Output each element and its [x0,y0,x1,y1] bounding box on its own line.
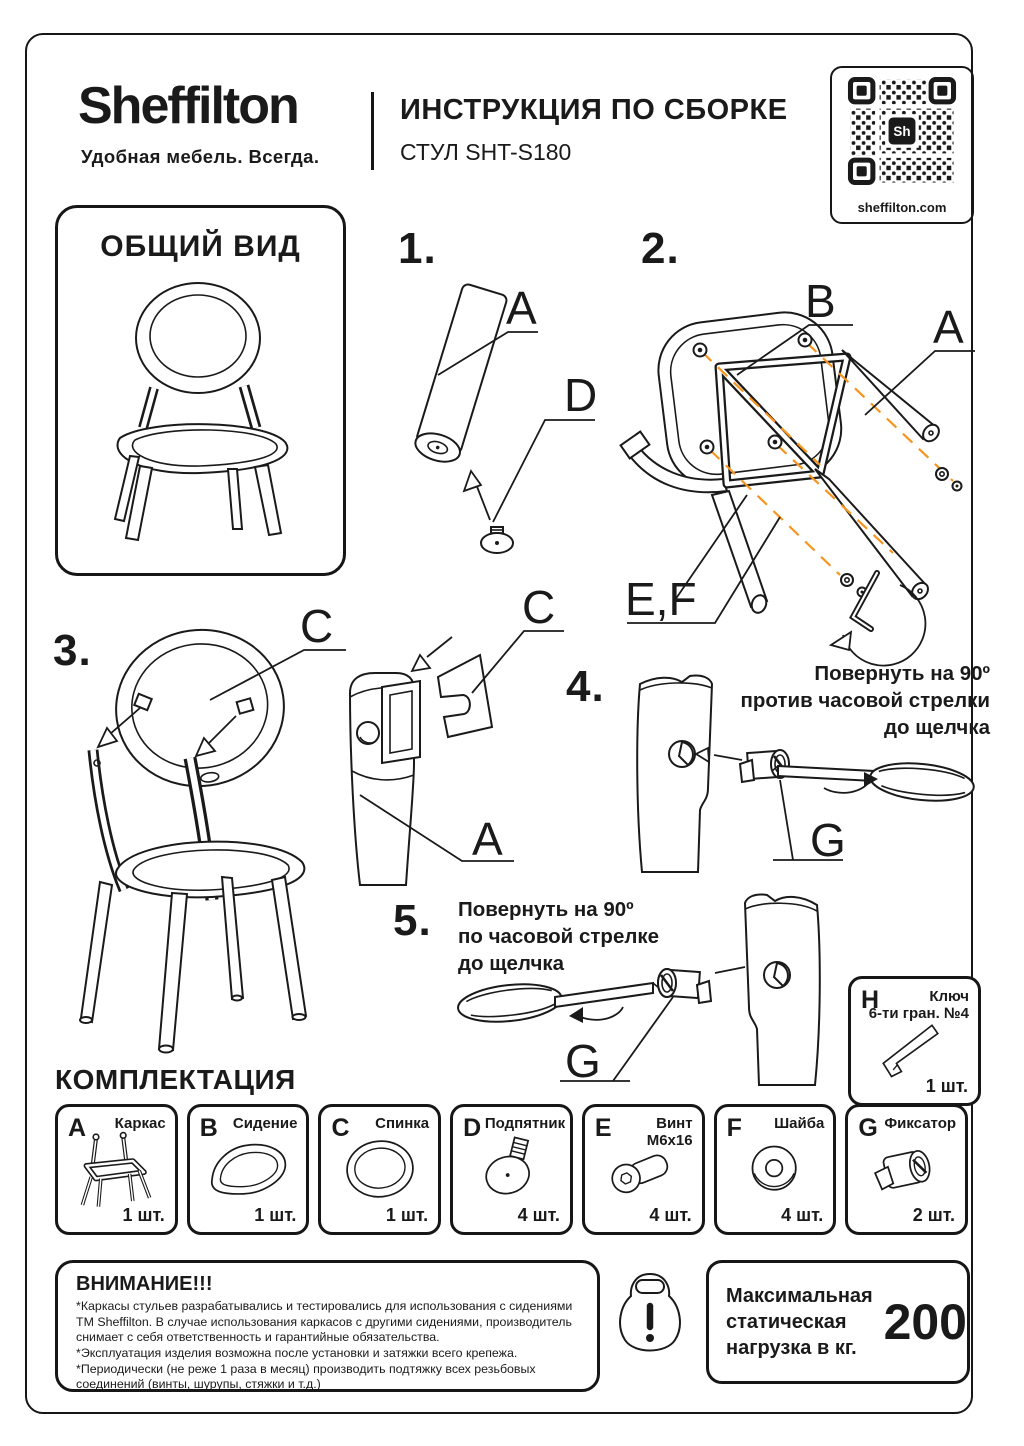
header-divider [371,92,374,170]
svg-text:E,F: E,F [625,573,697,625]
part-box-washer: F Шайба 4 шт. [714,1104,837,1235]
backrest-mount-detail [330,581,570,905]
general-view-box [55,205,346,576]
tool-code: H [861,986,880,1014]
svg-text:A: A [472,813,503,865]
kettlebell-icon [610,1264,690,1362]
step3-number: 3. [53,626,92,675]
step2-number: 2. [641,224,680,273]
svg-text:G: G [810,814,846,866]
max-load-box [706,1260,970,1384]
chair-overview-illustration [80,270,320,555]
svg-text:C: C [522,581,556,633]
kit-title: КОМПЛЕКТАЦИЯ [55,1064,296,1095]
parts-row [55,1104,968,1235]
svg-text:A: A [933,301,964,353]
svg-text:Sh: Sh [893,124,911,140]
qr-code-box [830,66,974,224]
svg-text:B: B [805,275,836,327]
step3-illustration [60,600,350,1070]
warning-text: *Каркасы стульев разрабатывались и тестировались для использования с сидениями ТМ Sheffilton. В случае использования каркасов с другими сидениями, производитель снимает с себя ответственность и гарантийные обязательства. *Эксплуатация изделия возможна после установки и затяжки всего крепежа. *Периодически (не реже 1 раза в месяц) производить подтяжку всех резьбовых соединений (винты, шурупы, стяжки и т.д.) [76,1299,573,1392]
step4-note: Повернуть на 90º против часовой стрелки до щелчка [740,662,990,740]
hex-key-icon [863,1017,963,1079]
tool-qty: 1 шт. [925,1076,968,1096]
svg-text:G: G [565,1035,601,1087]
step4-number: 4. [566,662,605,711]
svg-text:A: A [506,282,537,334]
qr-code-icon [846,75,958,187]
step1-number: 1. [398,224,437,273]
tool-box-h [848,976,981,1106]
product-name: СТУЛ SHT-S180 [400,139,572,165]
brand-tagline: Удобная мебель. Всегда. [81,146,320,167]
part-box-glide: D Подпятник 4 шт. [450,1104,573,1235]
general-view-title: ОБЩИЙ ВИД [100,230,301,263]
step2-illustration [615,255,1000,655]
svg-text:D: D [564,369,598,421]
step5-number: 5. [393,896,432,945]
tool-name: Ключ 6-ти гран. №4 [868,988,969,1023]
part-box-seat: B Сидение 1 шт. [187,1104,310,1235]
qr-caption: sheffilton.com [857,200,947,215]
seat-icon [194,1130,302,1208]
step1-illustration [390,258,640,583]
warning-box [55,1260,600,1392]
page-title: ИНСТРУКЦИЯ ПО СБОРКЕ [400,94,788,126]
svg-text:C: C [300,600,334,652]
glide-icon [458,1130,566,1208]
part-box-frame: A Каркас 1 шт. [55,1104,178,1235]
washer-icon [721,1130,829,1208]
warning-title: ВНИМАНИЕ!!! [76,1273,213,1295]
part-box-screw: E Винт М6х16 4 шт. [582,1104,705,1235]
screw-icon [589,1130,697,1208]
frame-icon [62,1129,170,1209]
part-box-fixator: G Фиксатор 2 шт. [845,1104,968,1235]
part-box-backrest: C Спинка 1 шт. [318,1104,441,1235]
brand-logo: Sheffilton [78,77,298,135]
step5-illustration [415,885,845,1090]
backrest-icon [326,1130,434,1208]
max-load-value: 200 [883,1294,967,1350]
step5-note: Повернуть на 90º по часовой стрелке до щелчка [458,898,660,976]
step4-illustration [612,668,1007,888]
fixator-icon [853,1130,961,1208]
max-load-label: Максимальная статическая нагрузка в кг. [726,1285,873,1359]
